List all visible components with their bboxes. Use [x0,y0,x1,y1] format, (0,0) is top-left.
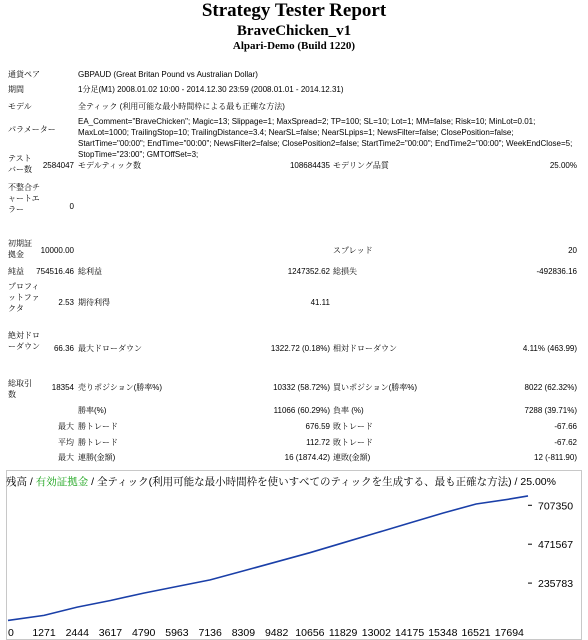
expected-payoff-label: 期待利得 [78,298,110,307]
largest-win-value: 676.59 [305,422,330,431]
short-positions-value: 10332 (58.72%) [273,383,330,392]
total-trades-label: 総取引数 [8,379,32,399]
gross-loss-value: -492836.16 [536,267,577,276]
abs-dd-value: 66.36 [53,344,74,353]
rel-dd-label: 相対ドローダウン [333,344,397,353]
x-tick-label: 13002 [361,627,391,639]
max-dd-value: 1322.72 (0.18%) [270,344,330,353]
max-label: 最大 [58,422,74,431]
model-quality-value: 25.00% [549,161,577,170]
x-tick-label: 8309 [231,627,256,639]
model-value: 全ティック (利用可能な最小時間枠による最も正確な方法) [78,102,285,111]
avg-loss-label: 敗トレード [333,438,373,447]
short-positions-label: 売りポジション(勝率%) [78,383,163,392]
max-dd-label: 最大ドローダウン [78,344,142,353]
pair-value: GBPAUD (Great Britan Pound vs Australian Dollar) [78,70,258,79]
largest-loss-value: -67.66 [554,422,577,431]
consec-wins-amount-label: 連勝(金額) [78,453,116,462]
abs-dd-label: 絶対ドローダウン [8,331,40,351]
consec-losses-amount-label: 連敗(金額) [333,453,371,462]
ea-name: BraveChicken_v1 [236,23,352,39]
y-tick-label: 471567 [538,539,574,552]
x-tick-label: 17694 [494,627,524,639]
avg-win-label: 勝トレード [78,438,118,447]
net-profit-label: 純益 [8,267,24,276]
rel-dd-value: 4.11% (463.99) [522,344,577,353]
loss-rate-value: 7288 (39.71%) [524,406,577,415]
report-title: Strategy Tester Report [201,0,387,21]
x-tick-label: 1271 [32,627,56,639]
x-tick-label: 5963 [165,627,189,639]
total-trades-value: 18354 [51,383,74,392]
consec-losses-amount-value: 12 (-811.90) [534,453,577,462]
spread-value: 20 [568,246,577,255]
initial-deposit-value: 10000.00 [40,246,74,255]
gross-profit-label: 総利益 [78,267,102,276]
initial-deposit-label: 初期証拠金 [8,239,32,259]
period-label: 期間 [8,85,24,94]
x-tick-label: 14175 [395,627,425,639]
spread-label: スプレッド [333,246,373,255]
test-bars-label: テストバー数 [8,154,32,174]
x-tick-label: 3617 [98,627,123,639]
model-label: モデル [8,102,32,111]
balance-series-line [8,496,528,621]
loss-rate-label: 負率 (%) [333,406,364,415]
net-profit-value: 754516.46 [36,267,74,276]
consec-wins-amount-value: 16 (1874.42) [284,453,330,462]
x-tick-label: 0 [8,627,14,639]
max2-label: 最大 [58,453,74,462]
profit-factor-label: プロフィットファクタ [8,282,40,313]
params-label: パラメーター [8,125,56,134]
x-tick-label: 11829 [328,627,358,639]
test-bars-value: 2584047 [42,161,74,170]
avg-label: 平均 [58,438,74,447]
mismatch-label: 不整合チャートエラー [8,183,40,214]
x-tick-label: 9482 [264,627,289,639]
broker-name: Alpari-Demo (Build 1220) [232,40,356,52]
y-tick-label: 235783 [538,578,574,591]
chart-title-balance: 残高 / [6,476,36,488]
model-ticks-label: モデルティック数 [78,161,141,170]
x-tick-label: 10656 [295,627,325,639]
gross-loss-label: 総損失 [333,267,357,276]
avg-win-value: 112.72 [306,438,330,447]
pair-label: 通貨ペア [8,70,40,79]
win-rate-label: 勝率(%) [78,406,107,415]
largest-loss-label: 敗トレード [333,422,373,431]
gross-profit-value: 1247352.62 [287,267,330,276]
params-value: EA_Comment="BraveChicken"; Magic=13; Slippage=1; MaxSpread=2; TP=100; SL=10; Lot=1; MM=false; Risk=10; MinLot=0.01; MaxLot=1000; TrailingStop=10; TrailingDistance=3.4; NearSL=false; NearSLpips=1; NewsFilter=false; ClosePosition=false; StartTime="00:00"; EndTime="00:00"; NewsFilter2=false; ClosePosition2=false; StartTime2="00:00"; EndTime2="00:00"; WeekEndClose=5; StopTime="23:00"; GMTOffSet=3; [78,117,573,159]
model-quality-label: モデリング品質 [333,161,389,170]
x-tick-label: 7136 [198,627,222,639]
y-tick-label: 707350 [538,500,574,513]
mismatch-value: 0 [69,202,74,211]
x-tick-label: 16521 [461,627,491,639]
avg-loss-value: -67.62 [554,438,577,447]
profit-factor-value: 2.53 [58,298,74,307]
largest-win-label: 勝トレード [78,422,118,431]
x-tick-label: 4790 [132,627,156,639]
chart-title-model: / 全ティック(利用可能な最小時間枠を使いすべてのティックを生成する、最も正確な方法) / 25.00% [88,476,556,488]
expected-payoff-value: 41.11 [310,298,330,307]
long-positions-label: 買いポジション(勝率%) [333,383,418,392]
period-value: 1分足(M1) 2008.01.02 10:00 - 2014.12.30 23:59 (2008.01.01 - 2014.12.31) [78,85,344,94]
model-ticks-value: 108684435 [289,161,330,170]
chart-title-equity: 有効証拠金 [35,476,89,488]
x-tick-label: 15348 [428,627,458,639]
win-rate-value: 11066 (60.29%) [273,406,330,415]
x-tick-label: 2444 [65,627,89,639]
long-positions-value: 8022 (62.32%) [524,383,577,392]
